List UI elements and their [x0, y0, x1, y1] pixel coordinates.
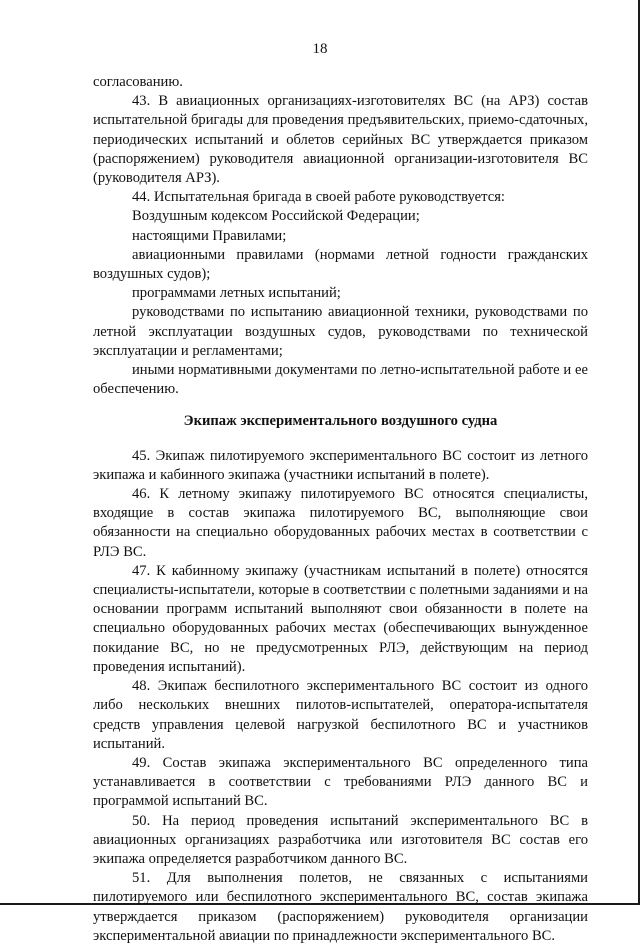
- paragraph-continuation: согласованию.: [93, 74, 183, 90]
- paragraph-51: 51. Для выполнения полетов, не связанных с испытаниями пилотируемого или беспилотного экспериментального ВС, состав экипажа утверждается приказом (распоряжением) руководителя организации экспериментальной авиации по принадлежности экспериментального ВС.: [93, 870, 588, 944]
- list-item-rules: настоящими Правилами;: [132, 227, 287, 244]
- document-body: [93, 73, 588, 946]
- paragraph-48: 48. Экипаж беспилотного экспериментального ВС состоит из одного либо нескольких внешних пилотов-испытателей, оператора-испытателя средств управления целевой нагрузкой беспилотного ВС и участников испытаний.: [93, 678, 588, 752]
- paragraph-43: 43. В авиационных организациях-изготовителях ВС (на АРЗ) состав испытательной бригады для проведения предъявительских, приемо-сдаточных, периодических испытаний и облетов серийных ВС утверждается приказом (распоряжением) руководителя авиационной организации-изготовителя ВС (руководителя АРЗ).: [93, 93, 588, 187]
- paragraph-45: 45. Экипаж пилотируемого экспериментального ВС состоит из летного экипажа и кабинного экипажа (участники испытаний в полете).: [93, 447, 588, 483]
- paragraph-47: 47. К кабинному экипажу (участникам испытаний в полете) относятся специалисты-испытатели, которые в соответствии с полетными заданиями и на основании программ испытаний выполняют свои обязанности в полете на специально оборудованных рабочих местах (обеспечивающих вынужденное покидание ВС, но не предусмотренных РЛЭ, действующим на период проведения испытаний).: [93, 562, 588, 675]
- paragraph-49: 49. Состав экипажа экспериментального ВС определенного типа устанавливается в соответствии с требованиями РЛЭ данного ВС и программой испытаний ВС.: [93, 754, 588, 810]
- list-item-air-code: Воздушным кодексом Российской Федерации;: [132, 208, 420, 225]
- page-number: 18: [312, 41, 328, 57]
- paragraph-44: 44. Испытательная бригада в своей работе руководствуется:: [132, 189, 505, 206]
- list-item-manuals: руководствами по испытанию авиационной техники, руководствами по летной эксплуатации воздушных судов, руководствами по технической эксплуатации и регламентами;: [93, 304, 588, 359]
- paragraph-50: 50. На период проведения испытаний экспериментального ВС в авиационных организациях разработчика или изготовителя ВС состав его экипажа определяется разработчиком данного ВС.: [93, 812, 588, 867]
- list-item-other-documents: иными нормативными документами по летно-испытательной работе и ее обеспечению.: [93, 362, 588, 398]
- paragraph-46: 46. К летному экипажу пилотируемого ВС относятся специалисты, входящие в состав экипажа пилотируемого ВС, выполняющие свои обязанности на специально оборудованных рабочих местах в соответствии с РЛЭ ВС.: [93, 486, 588, 560]
- list-item-flight-test-programs: программами летных испытаний;: [132, 285, 341, 302]
- section-heading: Экипаж экспериментального воздушного судна: [183, 413, 498, 430]
- list-item-aviation-rules: авиационными правилами (нормами летной годности гражданских воздушных судов);: [93, 246, 588, 283]
